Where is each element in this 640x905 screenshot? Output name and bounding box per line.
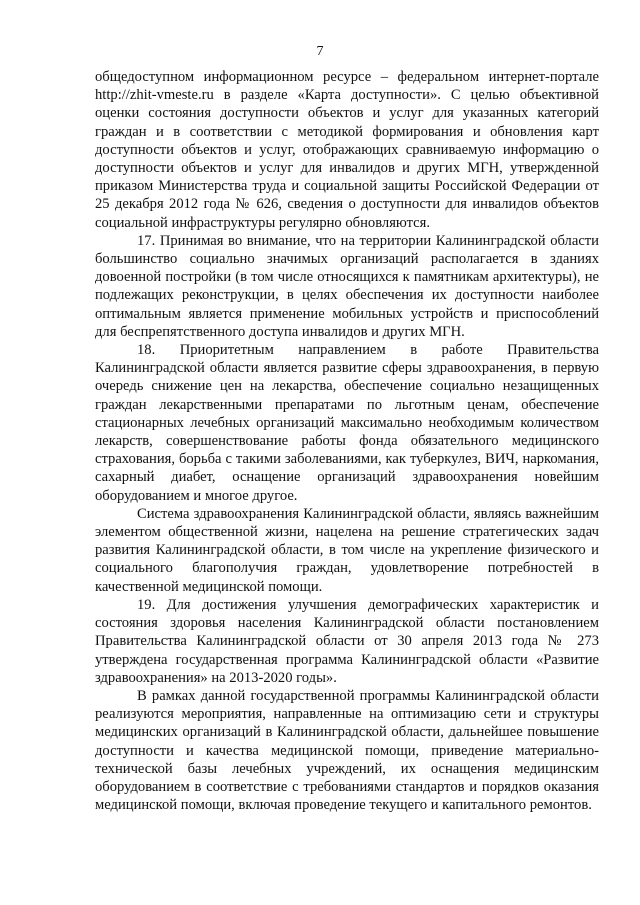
paragraph-portal-accessibility: общедоступном информационном ресурсе – федеральном интернет-портале http://zhit-vmeste.ru в разделе «Карта доступности». С целью объективной оценки состояния доступности объектов и услуг для указанных категорий граждан и в соответствии с методикой формирования и обновления карт доступности объектов и услуг, отображающих сравниваемую информацию о доступности объектов и услуг для инвалидов и других МГН, утвержденной приказом Министерства труда и социальной защиты Российской Федерации от 25 декабря 2012 года № 626, сведения о доступности для инвалидов объектов социальной инфраструктуры регулярно обновляются. <box>95 69 599 231</box>
paragraph-program-measures: В рамках данной государственной программы Калининградской области реализуются мероприятия, направленные на оптимизацию сети и структуры медицинских организаций в Калининградской области, дальнейшее повышение доступности и качества медицинской помощи, приведение материально-технической базы лечебных учреждений, их оснащения медицинским оборудованием в соответствие с требованиями стандартов и порядков оказания медицинской помощи, включая проведение текущего и капитального ремонтов. <box>95 687 599 814</box>
paragraph-18-healthcare-priority: 18. Приоритетным направлением в работе Правительства Калининградской области является развитие сферы здравоохранения, в первую очередь снижение цен на лекарства, обеспечение социально незащищенных граждан лекарственными препаратами по льготным ценам, обеспечение стационарных лечебных организаций максимально необходимым количеством лекарств, совершенствование работы фонда обязательного медицинского страхования, борьба с такими заболеваниями, как туберкулез, ВИЧ, наркомания, сахарный диабет, оснащение организаций здравоохранения новейшим оборудованием и многое другое. <box>95 342 599 504</box>
page-number: 7 <box>316 44 324 59</box>
paragraph-17-mobile-devices: 17. Принимая во внимание, что на территории Калининградской области большинство социально значимых организаций располагается в зданиях довоенной постройки (в том числе относящихся к памятникам архитектуры), не подлежащих реконструкции, в целях обеспечения их доступности наиболее оптимальным является применение мобильных устройств и приспособлений для беспрепятственного доступа инвалидов и других МГН. <box>95 232 599 340</box>
paragraph-healthcare-system: Система здравоохранения Калининградской области, являясь важнейшим элементом общественной жизни, нацелена на решение стратегических задач развития Калининградской области, в том числе на укрепление физического и социального благополучия граждан, удовлетворение потребностей в качественной медицинской помощи. <box>95 505 599 595</box>
document-body <box>95 68 599 814</box>
paragraph-19-state-program: 19. Для достижения улучшения демографических характеристик и состояния здоровья населения Калининградской области постановлением Правительства Калининградской области от 30 апреля 2013 года № 273 утверждена государственная программа Калининградской области «Развитие здравоохранения» на 2013-2020 годы». <box>95 596 599 686</box>
